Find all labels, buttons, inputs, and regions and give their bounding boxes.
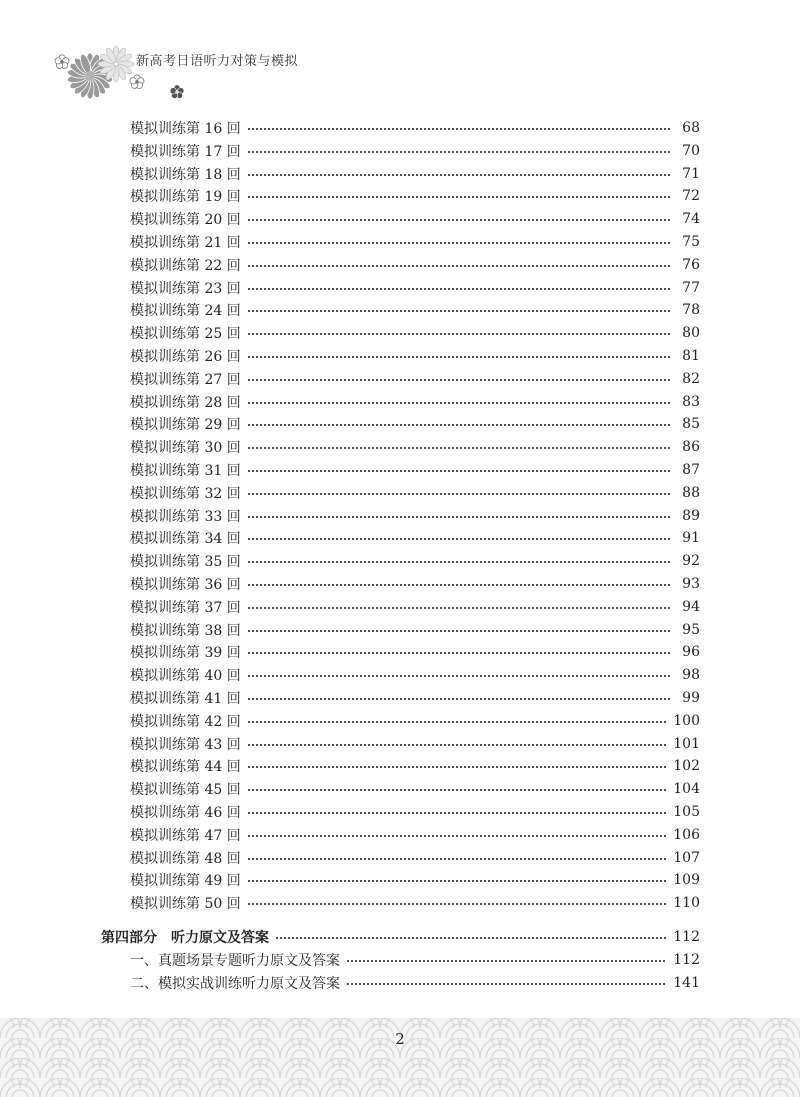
toc-entry[interactable] (130, 368, 700, 390)
toc-entry-label: 二、模拟实战训练听力原文及答案 (130, 976, 340, 992)
book-title: 新高考日语听力对策与模拟 (136, 54, 299, 69)
toc-entry[interactable] (130, 755, 700, 777)
toc-entry-label: 模拟训练第 50 回 (130, 896, 241, 912)
dot-leader (247, 516, 670, 518)
toc-entry-page: 110 (673, 895, 700, 911)
toc-entry-label: 模拟训练第 37 回 (130, 600, 241, 616)
toc-entry-page: 105 (673, 804, 700, 820)
toc-entry-page: 75 (682, 234, 700, 250)
toc-entry-page: 70 (682, 143, 700, 159)
toc-entry-label: 模拟训练第 27 回 (130, 372, 241, 388)
toc-entry-label: 模拟训练第 47 回 (130, 828, 241, 844)
toc-entry-label: 模拟训练第 39 回 (130, 645, 241, 661)
toc-entry[interactable] (130, 687, 700, 709)
dot-leader (247, 812, 668, 814)
dot-leader (247, 219, 670, 221)
dot-leader (247, 174, 670, 176)
toc-entry-page: 78 (682, 302, 700, 318)
toc-entry-page: 91 (682, 530, 700, 546)
dot-leader (247, 630, 670, 632)
toc-entry-label: 模拟训练第 48 回 (130, 851, 241, 867)
dot-leader (247, 858, 668, 860)
toc-entry-page: 112 (673, 929, 700, 945)
toc-entry[interactable] (130, 208, 700, 230)
toc-entry-page: 141 (673, 975, 700, 991)
toc-entry-label: 模拟训练第 33 回 (130, 509, 241, 525)
toc-entry-label: 模拟训练第 19 回 (130, 189, 241, 205)
toc-entry[interactable] (130, 664, 700, 686)
dot-leader (247, 288, 670, 290)
dot-leader (247, 675, 670, 677)
toc-entry-page: 106 (673, 827, 700, 843)
toc-entry-label: 模拟训练第 44 回 (130, 759, 241, 775)
toc-entry[interactable] (130, 277, 700, 299)
dot-leader (346, 960, 667, 962)
toc-entry[interactable] (130, 185, 700, 207)
dot-leader (247, 561, 670, 563)
dot-leader (247, 835, 668, 837)
toc-entry-label: 一、真题场景专题听力原文及答案 (130, 953, 340, 969)
dot-leader (247, 310, 670, 312)
dot-leader (247, 584, 670, 586)
toc-entry-label: 第四部分 听力原文及答案 (101, 930, 269, 946)
toc-entry-label: 模拟训练第 22 回 (130, 258, 241, 274)
toc-entry-page: 109 (673, 872, 700, 888)
dot-leader (247, 698, 670, 700)
toc-entry-label: 模拟训练第 46 回 (130, 805, 241, 821)
toc-entry-label: 模拟训练第 38 回 (130, 623, 241, 639)
dot-leader (247, 493, 670, 495)
toc-entry-page: 93 (682, 576, 700, 592)
dot-leader (247, 652, 670, 654)
toc-entry[interactable] (130, 847, 700, 869)
toc-entry[interactable] (130, 778, 700, 800)
toc-entry[interactable] (130, 527, 700, 549)
toc-entry-page: 92 (682, 553, 700, 569)
toc-entry-page: 94 (682, 599, 700, 615)
toc-entry[interactable] (130, 391, 700, 413)
toc-entry[interactable] (130, 596, 700, 618)
dot-leader (247, 766, 668, 768)
page-number: 2 (395, 1030, 405, 1048)
toc-entry-page: 83 (682, 394, 700, 410)
toc-entry-label: 模拟训练第 43 回 (130, 737, 241, 753)
toc-part-heading[interactable] (101, 926, 700, 948)
toc-entry-label: 模拟训练第 20 回 (130, 212, 241, 228)
dot-leader (247, 242, 670, 244)
toc-entry[interactable] (130, 299, 700, 321)
toc-entry-label: 模拟训练第 32 回 (130, 486, 241, 502)
dot-leader (247, 789, 668, 791)
toc-entry-page: 77 (682, 280, 700, 296)
toc-entry-label: 模拟训练第 45 回 (130, 782, 241, 798)
toc-sub-entry[interactable] (130, 949, 700, 971)
dot-leader (247, 379, 670, 381)
toc-entry[interactable] (130, 322, 700, 344)
dot-leader (247, 128, 670, 130)
toc-entry-page: 81 (682, 348, 700, 364)
toc-entry-label: 模拟训练第 42 回 (130, 714, 241, 730)
toc-entry-label: 模拟训练第 35 回 (130, 554, 241, 570)
toc-entry[interactable] (130, 140, 700, 162)
toc-entry-label: 模拟训练第 18 回 (130, 167, 241, 183)
toc-entry[interactable] (130, 892, 700, 914)
toc-entry[interactable] (130, 824, 700, 846)
toc-entry-page: 104 (673, 781, 700, 797)
toc-entry-page: 72 (682, 188, 700, 204)
toc-entry-page: 96 (682, 644, 700, 660)
toc-entry-page: 98 (682, 667, 700, 683)
toc-entry-page: 71 (682, 166, 700, 182)
toc-entry-page: 102 (673, 758, 700, 774)
toc-entry-label: 模拟训练第 34 回 (130, 531, 241, 547)
dot-leader (247, 903, 668, 905)
toc-entry-page: 100 (673, 713, 700, 729)
dot-leader (247, 470, 670, 472)
toc-entry-label: 模拟训练第 29 回 (130, 417, 241, 433)
dot-leader (275, 937, 667, 939)
dot-leader (247, 265, 670, 267)
toc-entry-label: 模拟训练第 49 回 (130, 873, 241, 889)
toc-sub-entry[interactable] (130, 972, 700, 994)
toc-entry-page: 87 (682, 462, 700, 478)
toc-entry[interactable] (130, 482, 700, 504)
toc-entry[interactable] (130, 641, 700, 663)
dot-leader (346, 983, 667, 985)
toc-entry-page: 99 (682, 690, 700, 706)
toc-entry-page: 107 (673, 850, 700, 866)
toc-entry-page: 86 (682, 439, 700, 455)
toc-entry[interactable] (130, 733, 700, 755)
toc-entry[interactable] (130, 550, 700, 572)
toc-entry[interactable] (130, 163, 700, 185)
toc-entry-label: 模拟训练第 31 回 (130, 463, 241, 479)
toc-entry[interactable] (130, 869, 700, 891)
toc-entry-label: 模拟训练第 41 回 (130, 691, 241, 707)
toc-entry-label: 模拟训练第 28 回 (130, 395, 241, 411)
dot-leader (247, 447, 670, 449)
toc-entry[interactable] (130, 505, 700, 527)
toc-entry-label: 模拟训练第 17 回 (130, 144, 241, 160)
toc-entry-label: 模拟训练第 23 回 (130, 281, 241, 297)
dot-leader (247, 424, 670, 426)
dot-leader (247, 880, 668, 882)
toc-entry-page: 88 (682, 485, 700, 501)
toc-entry-page: 68 (682, 120, 700, 136)
toc-entry-label: 模拟训练第 36 回 (130, 577, 241, 593)
toc-entry-page: 82 (682, 371, 700, 387)
toc-entry[interactable] (130, 345, 700, 367)
dot-leader (247, 744, 668, 746)
toc-entry[interactable] (130, 254, 700, 276)
dot-leader (247, 538, 670, 540)
dot-leader (247, 333, 670, 335)
toc-entry[interactable] (130, 573, 700, 595)
toc-entry[interactable] (130, 459, 700, 481)
toc-entry[interactable] (130, 436, 700, 458)
toc-entry[interactable] (130, 117, 700, 139)
toc-entry-page: 85 (682, 416, 700, 432)
toc-entry[interactable] (130, 413, 700, 435)
dot-leader (247, 356, 670, 358)
toc-entry-page: 89 (682, 508, 700, 524)
toc-entry-page: 76 (682, 257, 700, 273)
toc-entry-page: 80 (682, 325, 700, 341)
toc-entry-page: 112 (673, 952, 700, 968)
toc-entry-label: 模拟训练第 16 回 (130, 121, 241, 137)
toc-entry-label: 模拟训练第 24 回 (130, 303, 241, 319)
toc-entry-label: 模拟训练第 25 回 (130, 326, 241, 342)
dot-leader (247, 402, 670, 404)
toc-entry-page: 74 (682, 211, 700, 227)
dot-leader (247, 721, 668, 723)
toc-entry-label: 模拟训练第 26 回 (130, 349, 241, 365)
toc-entry-label: 模拟训练第 30 回 (130, 440, 241, 456)
toc-entry[interactable] (130, 619, 700, 641)
dot-leader (247, 196, 670, 198)
toc-entry-label: 模拟训练第 40 回 (130, 668, 241, 684)
toc-entry-page: 101 (673, 736, 700, 752)
toc-entry[interactable] (130, 710, 700, 732)
dot-leader (247, 607, 670, 609)
toc-entry-label: 模拟训练第 21 回 (130, 235, 241, 251)
toc-entry[interactable] (130, 231, 700, 253)
toc-entry-page: 95 (682, 622, 700, 638)
toc-entry[interactable] (130, 801, 700, 823)
dot-leader (247, 151, 670, 153)
